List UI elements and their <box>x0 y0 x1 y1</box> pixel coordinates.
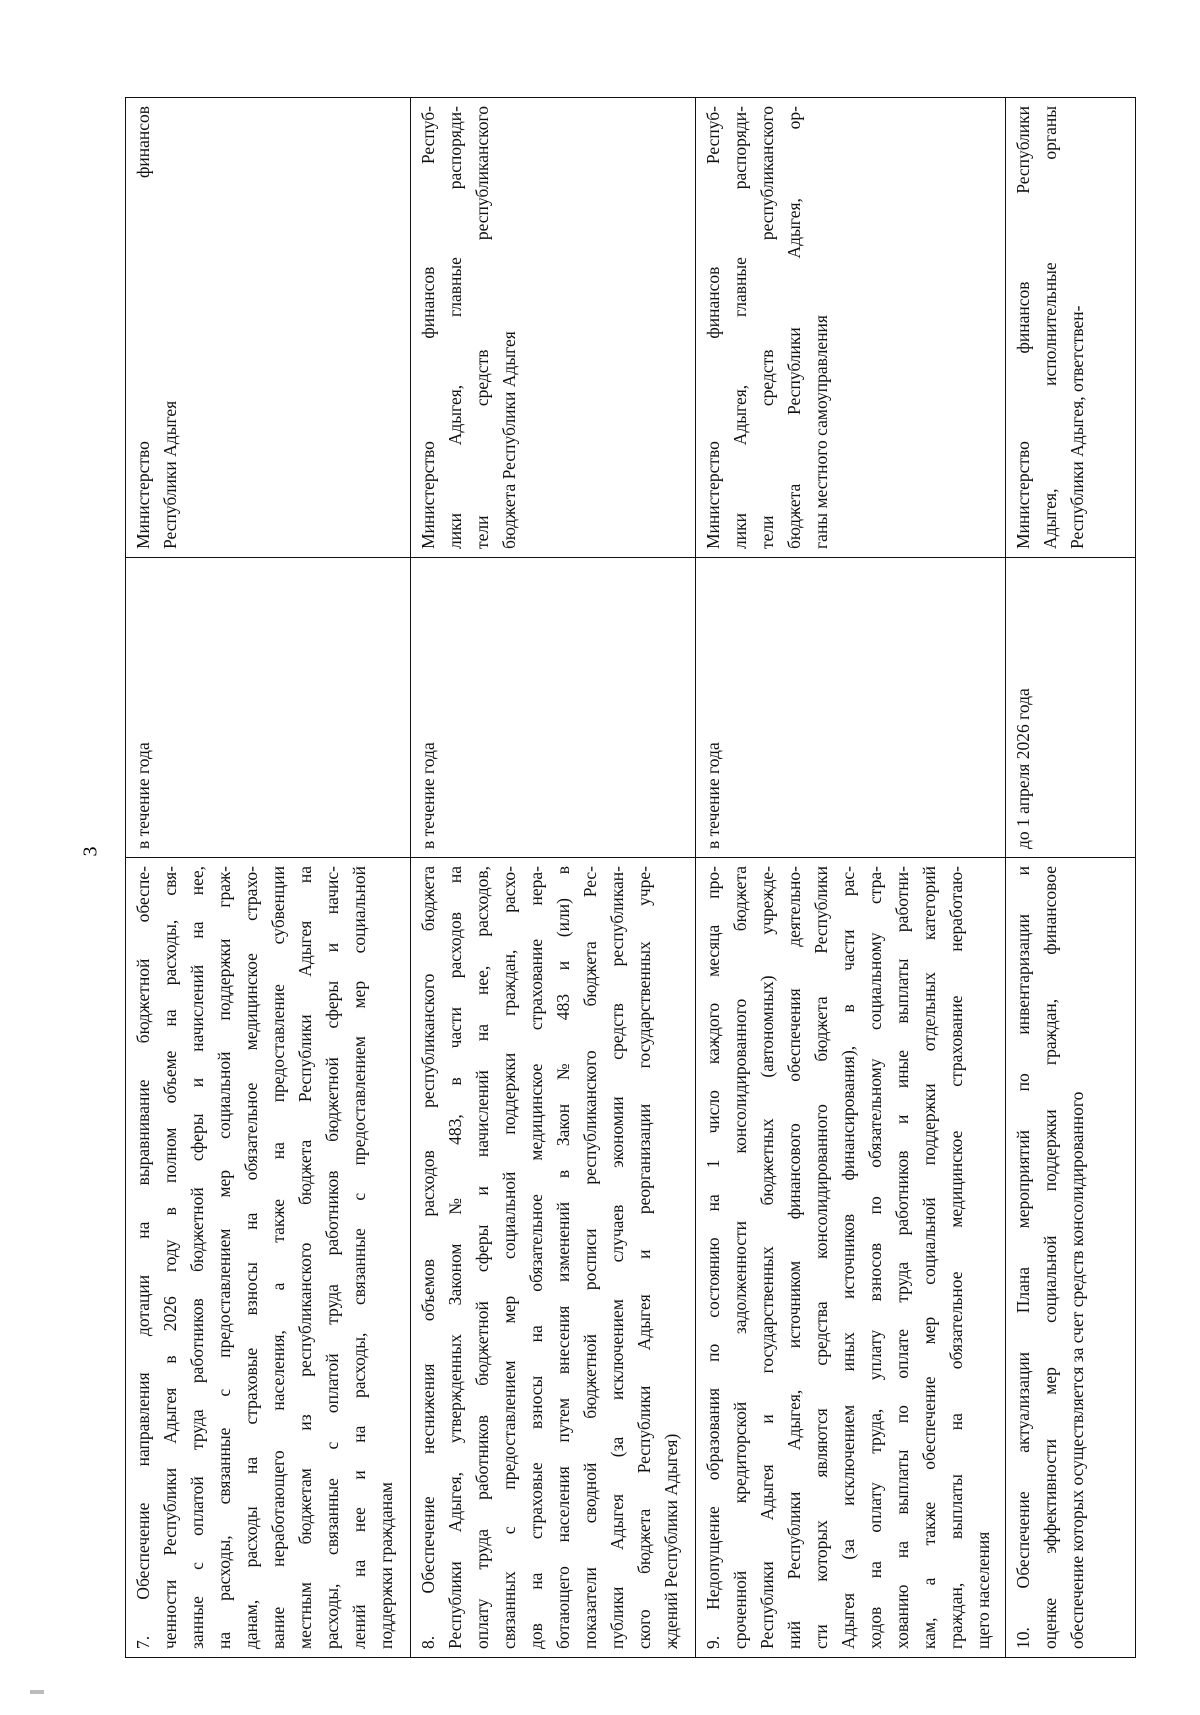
task-text-line: сти которых являются средства консолидированного бюджета Республики <box>811 866 831 1649</box>
action-plan-table <box>125 97 1136 1658</box>
executor-text-line: Министерство финансов Респуб- <box>418 106 438 549</box>
task-text-line: ждений Республики Адыгея) <box>661 1433 681 1649</box>
table-row <box>1006 98 1136 1658</box>
task-text-line: Республики Адыгея и государственных бюджетных (автономных) учрежде- <box>757 866 777 1649</box>
executor-text-line: тели средств республиканского <box>472 106 492 549</box>
task-text-line: ботающего населения путем внесения изменений в Закон № 483 и (или) в <box>553 866 573 1649</box>
table-body <box>126 98 1136 1658</box>
executor-text-line: Министерство финансов Респуб- <box>703 106 723 549</box>
task-cell <box>126 858 411 1658</box>
task-text-line: хованию на выплаты по оплате труда работников и иные выплаты работни- <box>892 866 912 1649</box>
term-cell <box>126 558 411 858</box>
executor-text-line: ганы местного самоуправления <box>811 315 831 549</box>
task-text-line: данам, расходы на страховые взносы на обязательное медицинское страхо- <box>241 866 261 1649</box>
task-text-line: занные с оплатой труда работников бюджетной сферы и начислений на нее, <box>187 866 207 1649</box>
task-cell <box>696 858 1006 1658</box>
task-text-line: местным бюджетам из республиканского бюджета Республики Адыгея на <box>295 866 315 1649</box>
term-text: в течение года <box>703 742 723 849</box>
task-text-line: кам, а также обеспечение мер социальной поддержки отдельных категорий <box>919 866 939 1649</box>
term-cell <box>696 558 1006 858</box>
term-text: в течение года <box>133 742 153 849</box>
task-text-line: 10. Обеспечение актуализации Плана мероприятий по инвентаризации и <box>1013 866 1033 1649</box>
task-text-line: оценке эффективности мер социальной поддержки граждан, финансовое <box>1040 866 1060 1649</box>
scan-artifact <box>30 1690 44 1694</box>
task-text-line: показатели сводной бюджетной росписи республиканского бюджета Рес- <box>580 866 600 1649</box>
task-text-line: расходы, связанные с оплатой труда работников бюджетной сферы и начис- <box>322 866 342 1649</box>
task-text-line: связанных с предоставлением мер социальной поддержки граждан, расхо- <box>499 866 519 1649</box>
executor-text-line: тели средств республиканского <box>757 106 777 549</box>
page-number: 3 <box>79 846 102 857</box>
task-text-line: Адыгея (за исключением иных источников финансирования), в части рас- <box>838 866 858 1649</box>
rotated-table-container <box>125 98 1087 1658</box>
executor-text-line: Министерство финансов Республики <box>1013 106 1033 549</box>
executor-text-line: бюджета Республики Адыгея <box>499 331 519 549</box>
task-text-line: публики Адыгея (за исключением случаев экономии средств республикан- <box>607 866 627 1649</box>
task-text-line: дов на страховые взносы на обязательное медицинское страхование нера- <box>526 866 546 1649</box>
term-cell <box>1006 558 1136 858</box>
task-text-line: сроченной кредиторской задолженности консолидированного бюджета <box>730 866 750 1649</box>
executor-text-line: Республики Адыгея, ответствен- <box>1067 305 1087 549</box>
task-text-line: поддержки гражданам <box>376 1482 396 1649</box>
table-row <box>126 98 411 1658</box>
task-cell <box>411 858 696 1658</box>
executor-text-line: Министерство финансов <box>133 106 153 549</box>
term-text: в течение года <box>418 742 438 849</box>
task-cell <box>1006 858 1136 1658</box>
task-text-line: 7. Обеспечение направления дотации на выравнивание бюджетной обеспе- <box>133 866 153 1649</box>
executor-text-line: бюджета Республики Адыгея, ор- <box>784 106 804 549</box>
task-text-line: оплату труда работников бюджетной сферы и начислений на нее, расходов, <box>472 866 492 1649</box>
task-text-line: на расходы, связанные с предоставлением мер социальной поддержки граж- <box>214 866 234 1649</box>
task-text-line: щего населения <box>973 1531 993 1649</box>
task-text-line: лений на нее и на расходы, связанные с предоставлением мер социальной <box>349 866 369 1649</box>
task-text-line: ского бюджета Республики Адыгея и реорганизации государственных учре- <box>634 866 654 1649</box>
term-cell <box>411 558 696 858</box>
task-text-line: граждан, выплаты на обязательное медицинское страхование неработаю- <box>946 866 966 1649</box>
executor-text-line: лики Адыгея, главные распоряди- <box>730 106 750 549</box>
task-text-line: 8. Обеспечение неснижения объемов расходов республиканского бюджета <box>418 866 438 1649</box>
executor-cell <box>1006 98 1136 558</box>
task-text-line: обеспечение которых осуществляется за счет средств консолидированного <box>1067 1091 1087 1649</box>
task-text-line: ний Республики Адыгея, источником финансового обеспечения деятельно- <box>784 866 804 1649</box>
table-row <box>696 98 1006 1658</box>
task-text-line: ходов на оплату труда, уплату взносов по обязательному социальному стра- <box>865 866 885 1649</box>
executor-text-line: Республики Адыгея <box>160 400 180 549</box>
task-text-line: 9. Недопущение образования по состоянию на 1 число каждого месяца про- <box>703 866 723 1649</box>
task-text-line: вание неработающего населения, а также на предоставление субвенции <box>268 866 288 1649</box>
task-text-line: Республики Адыгея, утвержденных Законом № 483, в части расходов на <box>445 866 465 1649</box>
task-text-line: ченности Республики Адыгея в 2026 году в полном объеме на расходы, свя- <box>160 866 180 1649</box>
executor-cell <box>411 98 696 558</box>
term-text: до 1 апреля 2026 года <box>1013 688 1033 849</box>
executor-cell <box>696 98 1006 558</box>
table-row <box>411 98 696 1658</box>
executor-text-line: Адыгея, исполнительные органы <box>1040 106 1060 549</box>
executor-cell <box>126 98 411 558</box>
executor-text-line: лики Адыгея, главные распоряди- <box>445 106 465 549</box>
